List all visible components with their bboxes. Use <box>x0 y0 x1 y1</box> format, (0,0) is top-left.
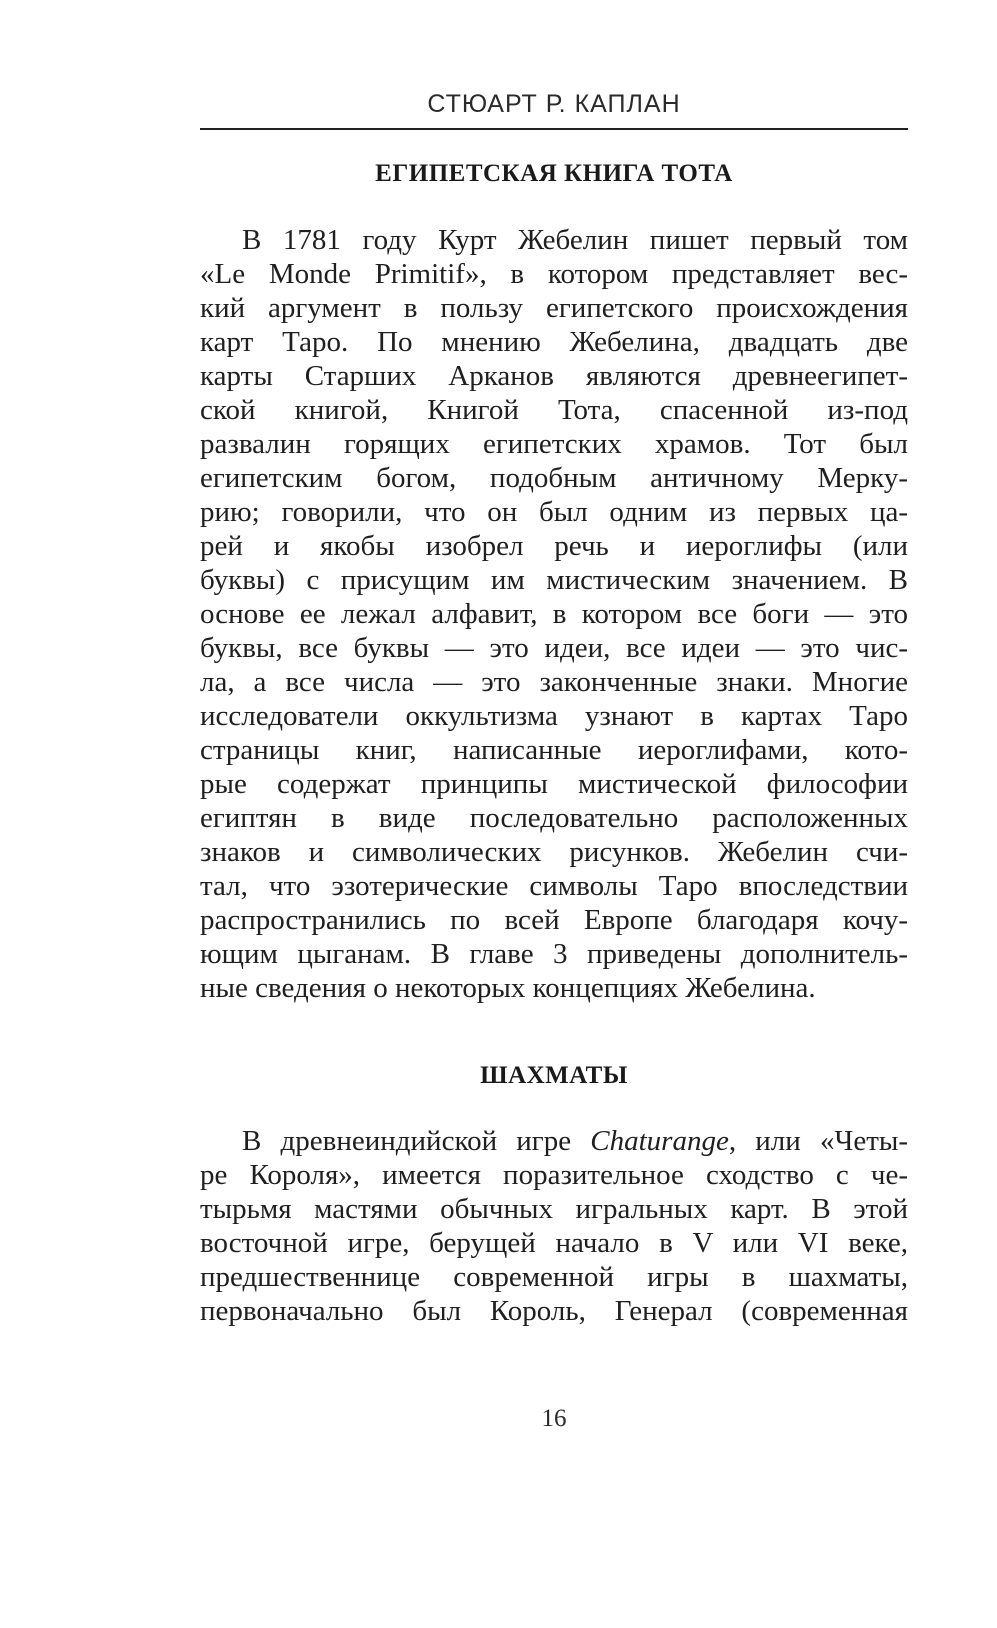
text-line: рию; говорили, что он был одним из первых ца- <box>200 496 908 528</box>
text-line: основе ее лежал алфавит, в котором все боги — это <box>200 598 908 630</box>
text-line: египетским богом, подобным античному Мерку- <box>200 462 908 494</box>
text-line: рей и якобы изобрел речь и иероглифы (или <box>200 530 908 562</box>
text-line: ла, а все числа — это законченные знаки. Многие <box>200 666 908 698</box>
text-line: В 1781 году Курт Жебелин пишет первый том <box>242 224 908 256</box>
text-line: «Le Monde Primitif», в котором представляет вес- <box>200 258 908 290</box>
header-rule <box>200 128 908 130</box>
section-title-thoth: ЕГИПЕТСКАЯ КНИГА ТОТА <box>375 160 733 187</box>
text-line: предшественнице современной игры в шахматы, <box>200 1261 908 1293</box>
section-title-chess: ШАХМАТЫ <box>480 1062 628 1089</box>
text-line: страницы книг, написанные иероглифами, кото- <box>200 734 908 766</box>
text-line: развалин горящих египетских храмов. Тот был <box>200 428 908 460</box>
text-line: карты Старших Арканов являются древнеегипет- <box>200 360 908 392</box>
text-line: египтян в виде последовательно расположенных <box>200 802 908 834</box>
text-line: тырьмя мастями обычных игральных карт. В этой <box>200 1193 908 1225</box>
paragraph-thoth <box>200 223 908 1005</box>
text-line: первоначально был Король, Генерал (современная <box>200 1295 908 1327</box>
text-line: рые содержат принципы мистической философии <box>200 768 908 800</box>
text-run: , или «Четы- <box>728 1125 909 1157</box>
text-line: знаков и символических рисунков. Жебелин счи- <box>200 836 908 868</box>
text-run: В древнеиндийской игре <box>242 1125 591 1157</box>
paragraph-chess <box>200 1124 908 1328</box>
text-line <box>200 1124 908 1158</box>
page-number: 16 <box>541 1405 567 1432</box>
text-line: тал, что эзотерические символы Таро впоследствии <box>200 870 908 902</box>
italic-term: Chaturange <box>590 1125 729 1157</box>
text-line: ской книгой, Книгой Тота, спасенной из-под <box>200 394 908 426</box>
text-line: ные сведения о некоторых концепциях Жебелина. <box>200 972 816 1004</box>
text-line: распространились по всей Европе благодаря кочу- <box>200 904 908 936</box>
text-line: буквы) с присущим им мистическим значением. В <box>200 564 908 596</box>
text-line: ющим цыганам. В главе 3 приведены дополнитель- <box>200 938 908 970</box>
text-line: восточной игре, берущей начало в V или VI веке, <box>200 1227 908 1259</box>
text-line: ре Короля», имеется поразительное сходство с че- <box>200 1159 908 1191</box>
text-line: исследователи оккультизма узнают в картах Таро <box>200 700 908 732</box>
text-line: карт Таро. По мнению Жебелина, двадцать две <box>200 326 908 358</box>
running-head: СТЮАРТ Р. КАПЛАН <box>427 90 681 118</box>
text-line: кий аргумент в пользу египетского происхождения <box>200 292 908 324</box>
text-line: буквы, все буквы — это идеи, все идеи — это чис- <box>200 632 908 664</box>
